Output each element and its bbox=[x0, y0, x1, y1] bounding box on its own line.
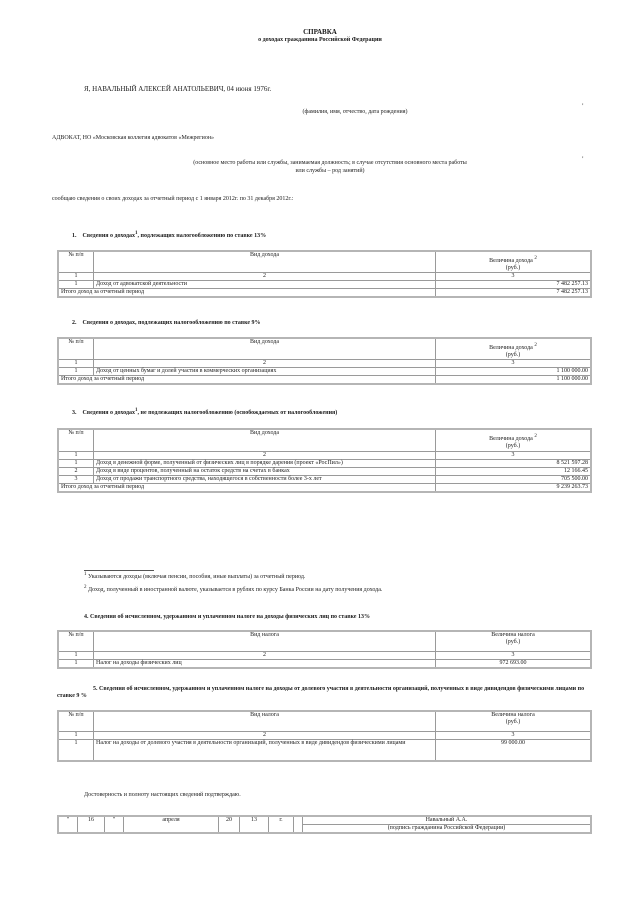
table-row bbox=[58, 739, 591, 761]
section-3-title: Сведения о доходах bbox=[82, 410, 136, 416]
index-cell: 1 bbox=[58, 451, 94, 459]
table-row bbox=[58, 280, 591, 288]
total-value: 7 482 257.13 bbox=[436, 288, 592, 297]
row-number: 2 bbox=[58, 467, 94, 475]
total-label: Итого доход за отчетный период bbox=[58, 483, 436, 492]
date-year-suffix: 13 bbox=[240, 816, 269, 833]
row-income-type: Доход в виде процентов, полученный на остаток средств на счетах в банках bbox=[94, 467, 436, 475]
col-value-header bbox=[436, 429, 592, 451]
section-2-number: 2. bbox=[72, 320, 77, 326]
total-label: Итого доход за отчетный период bbox=[58, 288, 436, 297]
row-income-value: 705 500.00 bbox=[436, 475, 592, 483]
index-cell: 3 bbox=[436, 272, 592, 280]
index-cell: 1 bbox=[58, 731, 94, 739]
section-3-table bbox=[57, 428, 592, 493]
signature-cell bbox=[303, 816, 592, 833]
col-tax-value-unit: (руб.) bbox=[505, 639, 521, 645]
work-hint-1: (основное место работы или службы, занимаемая должность; в случае отсутствия основного места работы bbox=[193, 160, 467, 166]
section-3-title-rest: , не подлежащих налогообложению (освобождаемых от налогообложения) bbox=[137, 410, 338, 416]
col-number-header: № п/п bbox=[58, 429, 94, 451]
index-cell: 2 bbox=[94, 359, 436, 367]
col-value-footnote-ref: 2 bbox=[534, 256, 537, 261]
col-number-header: № п/п bbox=[58, 338, 94, 359]
section-1-number: 1. bbox=[72, 233, 77, 239]
index-cell: 3 bbox=[436, 731, 592, 739]
total-row bbox=[58, 375, 591, 384]
footnote-2-text: Доход, полученный в иностранной валюте, указывается в рублях по курсу Банка России на дату получения дохода. bbox=[88, 587, 383, 593]
row-tax-type: Налог на доходы физических лиц bbox=[94, 659, 436, 668]
row-income-type: Доход в денежной форме, полученный от физических лиц в порядке дарения (проект «РосПил») bbox=[94, 459, 436, 467]
col-type-header: Вид дохода bbox=[94, 429, 436, 451]
index-cell: 2 bbox=[94, 272, 436, 280]
footnote-2-mark: 2 bbox=[84, 585, 87, 590]
section-4-heading: 4. Сведения об исчисленном, удержанном и уплаченном налоге на доходы физических лиц по ставке 13% bbox=[84, 614, 370, 620]
comma-1: , bbox=[582, 100, 584, 106]
confirmation-text: Достоверность и полноту настоящих сведений подтверждаю. bbox=[84, 792, 241, 798]
total-value: 1 100 000.00 bbox=[436, 375, 592, 384]
total-value: 9 239 263.73 bbox=[436, 483, 592, 492]
col-value-label: Величина дохода bbox=[489, 258, 533, 264]
signature-name: Навальный А.А. bbox=[425, 817, 468, 823]
work-hint-2: или службы – род занятий) bbox=[295, 168, 365, 174]
col-value-footnote-ref: 2 bbox=[534, 343, 537, 348]
row-tax-type: Налог на доходы от долевого участия в деятельности организаций, полученных в виде дивидендов физическими лицами bbox=[94, 739, 436, 761]
col-tax-type-header: Вид налога bbox=[94, 631, 436, 651]
index-cell: 3 bbox=[436, 359, 592, 367]
col-type-header: Вид дохода bbox=[94, 338, 436, 359]
section-2-title: Сведения о доходах, подлежащих налогообложению по ставке 9% bbox=[82, 320, 261, 326]
date-day: 16 bbox=[78, 816, 105, 833]
period-line: сообщаю сведения о своих доходах за отчетный период с 1 января 2012г. по 31 декабря 2012г.: bbox=[52, 196, 294, 202]
col-value-unit: (руб.) bbox=[505, 352, 521, 358]
index-cell: 2 bbox=[94, 451, 436, 459]
date-year-prefix: 20 bbox=[219, 816, 240, 833]
index-cell: 3 bbox=[436, 451, 592, 459]
col-tax-value-header bbox=[436, 631, 592, 651]
index-cell: 2 bbox=[94, 731, 436, 739]
row-income-type: Доход от адвокатской деятельности bbox=[94, 280, 436, 288]
section-5-table bbox=[57, 710, 592, 762]
col-value-header bbox=[436, 338, 592, 359]
document-title: СПРАВКА bbox=[303, 28, 337, 36]
col-value-footnote-ref: 2 bbox=[534, 434, 537, 439]
row-number: 1 bbox=[58, 280, 94, 288]
section-1-title: Сведения о доходах bbox=[82, 233, 136, 239]
row-tax-value: 99 000.00 bbox=[436, 739, 592, 761]
section-1-table bbox=[57, 250, 592, 298]
row-income-value: 7 482 257.13 bbox=[436, 280, 592, 288]
footnote-2 bbox=[84, 587, 382, 594]
row-income-value: 1 100 000.00 bbox=[436, 367, 592, 375]
col-number-header: № п/п bbox=[58, 631, 94, 651]
date-quote-open: " bbox=[58, 816, 78, 833]
row-number: 1 bbox=[58, 659, 94, 668]
row-income-type: Доход от ценных бумаг и долей участия в коммерческих организациях bbox=[94, 367, 436, 375]
col-tax-value-unit: (руб.) bbox=[505, 719, 521, 725]
signature-table bbox=[57, 815, 592, 834]
table-row bbox=[58, 459, 591, 467]
document-subtitle: о доходах гражданина Российской Федерации bbox=[258, 37, 382, 43]
index-cell: 1 bbox=[58, 651, 94, 659]
comma-2: , bbox=[582, 153, 584, 159]
col-tax-type-header: Вид налога bbox=[94, 711, 436, 731]
date-month: апреля bbox=[124, 816, 219, 833]
date-year-g: г. bbox=[269, 816, 294, 833]
row-income-value: 8 521 597.28 bbox=[436, 459, 592, 467]
col-value-label: Величина дохода bbox=[489, 345, 533, 351]
footnote-1-mark: 1 bbox=[84, 572, 87, 577]
row-number: 1 bbox=[58, 739, 94, 761]
section-5-heading: 5. Сведения об исчисленном, удержанном и уплаченном налоге на доходы от долевого участия в деятельности организаций, полученных в виде дивидендов физическими лицами по ставке 9 % bbox=[57, 686, 585, 699]
col-number-header: № п/п bbox=[58, 711, 94, 731]
col-value-header bbox=[436, 251, 592, 272]
index-cell: 1 bbox=[58, 359, 94, 367]
signature-hint: (подпись гражданина Российской Федерации) bbox=[303, 824, 590, 832]
index-cell: 3 bbox=[436, 651, 592, 659]
col-value-unit: (руб.) bbox=[505, 265, 521, 271]
row-number: 1 bbox=[58, 367, 94, 375]
section-1-footnote-ref: 1 bbox=[135, 231, 138, 236]
row-income-value: 12 166.45 bbox=[436, 467, 592, 475]
footnote-divider bbox=[84, 570, 154, 571]
row-tax-value: 972 693.00 bbox=[436, 659, 592, 668]
col-number-header: № п/п bbox=[58, 251, 94, 272]
col-tax-value-label: Величина налога bbox=[491, 712, 535, 718]
footnote-1 bbox=[84, 574, 305, 581]
person-line: Я, НАВАЛЬНЫЙ АЛЕКСЕЙ АНАТОЛЬЕВИЧ, 04 июня 1976г. bbox=[84, 85, 272, 93]
person-hint: (фамилия, имя, отчество, дата рождения) bbox=[302, 109, 408, 115]
col-tax-value-header bbox=[436, 711, 592, 731]
index-cell: 2 bbox=[94, 651, 436, 659]
work-line: АДВОКАТ, НО «Московская коллегия адвокатов «Межрегион» bbox=[52, 135, 215, 141]
col-tax-value-label: Величина налога bbox=[491, 632, 535, 638]
col-type-header: Вид дохода bbox=[94, 251, 436, 272]
index-cell: 1 bbox=[58, 272, 94, 280]
section-1-heading bbox=[72, 233, 266, 240]
total-label: Итого доход за отчетный период bbox=[58, 375, 436, 384]
total-row bbox=[58, 483, 591, 492]
total-row bbox=[58, 288, 591, 297]
row-number: 1 bbox=[58, 459, 94, 467]
section-3-footnote-ref: 1 bbox=[135, 408, 138, 413]
section-3-number: 3. bbox=[72, 410, 77, 416]
col-value-label: Величина дохода bbox=[489, 436, 533, 442]
spacer-cell bbox=[294, 816, 303, 833]
row-number: 3 bbox=[58, 475, 94, 483]
row-income-type: Доход от продажи транспортного средства, находящегося в собственности более 3-х лет bbox=[94, 475, 436, 483]
table-row bbox=[58, 475, 591, 483]
section-1-title-rest: , подлежащих налогообложению по ставке 13% bbox=[137, 233, 267, 239]
section-3-heading bbox=[72, 410, 337, 417]
col-value-unit: (руб.) bbox=[505, 443, 521, 449]
table-row bbox=[58, 367, 591, 375]
footnote-1-text: Указываются доходы (включая пенсии, пособия, иные выплаты) за отчетный период. bbox=[88, 574, 306, 580]
date-quote-close: " bbox=[105, 816, 124, 833]
section-4-table bbox=[57, 630, 592, 669]
table-row bbox=[58, 467, 591, 475]
table-row bbox=[58, 659, 591, 668]
section-2-table bbox=[57, 337, 592, 385]
section-2-heading bbox=[72, 320, 261, 327]
